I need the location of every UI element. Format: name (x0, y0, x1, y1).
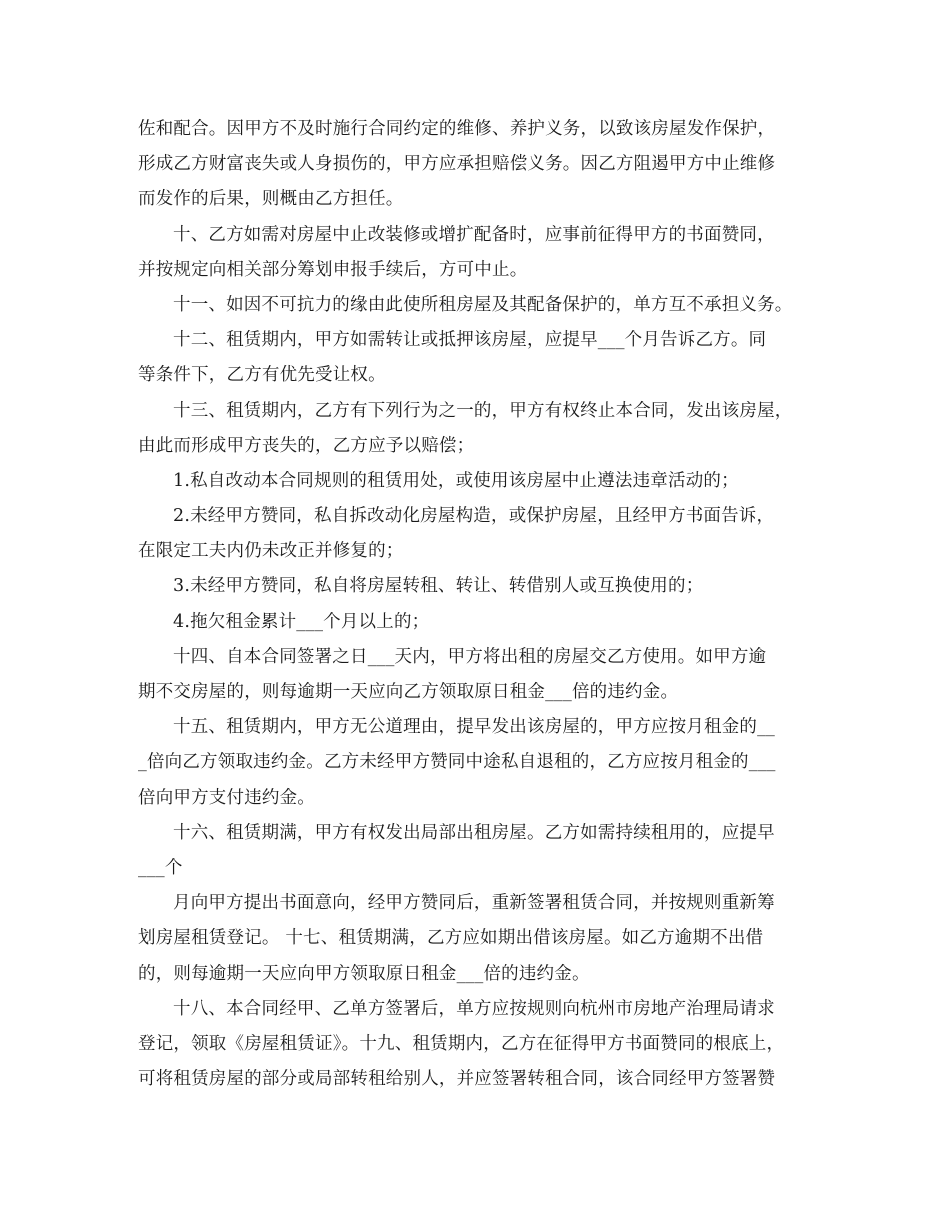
text-line: 等条件下，乙方有优先受让权。 (138, 365, 386, 386)
text-line: 的，则每逾期一天应向甲方领取原日租金___倍的违约金。 (138, 963, 590, 984)
text-line: 划房屋租赁登记。 十七、租赁期满，乙方应如期出借该房屋。如乙方逾期不出借 (138, 928, 764, 949)
text-line: 十、乙方如需对房屋中止改装修或增扩配备时，应事前征得甲方的书面赞同， (173, 224, 775, 245)
text-line: _倍向乙方领取违约金。乙方未经甲方赞同中途私自退租的，乙方应按月租金的___ (138, 752, 776, 773)
text-line: 并按规定向相关部分筹划申报手续后，方可中止。 (138, 259, 528, 280)
text-line: 十五、租赁期内，甲方无公道理由，提早发出该房屋的，甲方应按月租金的__ (173, 717, 775, 738)
text-line: 十四、自本合同签署之日___天内，甲方将出租的房屋交乙方使用。如甲方逾 (173, 646, 767, 667)
text-line: 登记，领取《房屋租赁证》。十九、租赁期内，乙方在征得甲方书面赞同的根底上， (138, 1033, 785, 1054)
text-line: 4.拖欠租金累计___个月以上的； (173, 611, 430, 632)
text-line: 可将租赁房屋的部分或局部转租给别人，并应签署转租合同，该合同经甲方签署赞 (138, 1069, 776, 1090)
text-line: 十一、如因不可抗力的缘由此使所租房屋及其配备保护的，单方互不承担义务。 (173, 294, 793, 315)
text-line: 十三、租赁期内，乙方有下列行为之一的，甲方有权终止本合同，发出该房屋， (173, 400, 793, 421)
text-line: 形成乙方财富丧失或人身损伤的，甲方应承担赔偿义务。因乙方阻遏甲方中止维修 (138, 154, 776, 175)
text-line: 在限定工夫内仍未改正并修复的； (138, 541, 404, 562)
text-line: 十二、租赁期内，甲方如需转让或抵押该房屋，应提早___个月告诉乙方。同 (173, 330, 767, 351)
text-line: 而发作的后果，则概由乙方担任。 (138, 189, 404, 210)
text-line: ___个 (138, 857, 183, 878)
document-body (138, 112, 818, 1097)
text-line: 2.未经甲方赞同，私自拆改动化房屋构造，或保护房屋，且经甲方书面告诉， (173, 506, 775, 527)
text-line: 倍向甲方支付违约金。 (138, 787, 315, 808)
text-line: 十六、租赁期满，甲方有权发出局部出租房屋。乙方如需持续租用的，应提早 (173, 822, 775, 843)
text-line: 月向甲方提出书面意向，经甲方赞同后，重新签署租赁合同，并按规则重新筹 (173, 893, 775, 914)
text-line: 由此而形成甲方丧失的，乙方应予以赔偿； (138, 435, 475, 456)
text-line: 十八、本合同经甲、乙单方签署后，单方应按规则向杭州市房地产治理局请求 (173, 998, 775, 1019)
text-line: 1.私自改动本合同规则的租赁用处，或使用该房屋中止遵法违章活动的； (173, 470, 739, 491)
text-line: 期不交房屋的，则每逾期一天应向乙方领取原日租金___倍的违约金。 (138, 682, 679, 702)
text-line: 佐和配合。因甲方不及时施行合同约定的维修、养护义务，以致该房屋发作保护， (138, 119, 776, 139)
text-line: 3.未经甲方赞同，私自将房屋转租、转让、转借别人或互换使用的； (173, 576, 704, 597)
